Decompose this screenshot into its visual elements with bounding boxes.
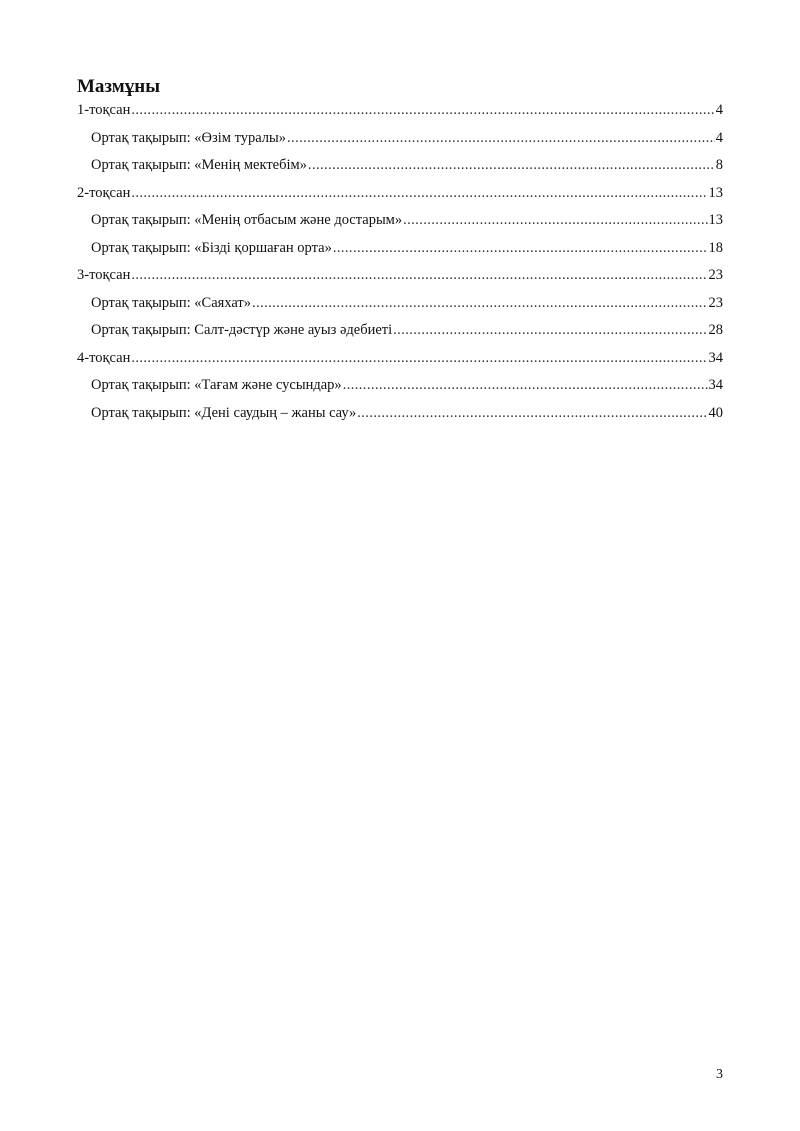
toc-entry-label: 4-тоқсан [77,349,131,366]
dot-leader [131,184,707,202]
toc-entry-page: 28 [708,322,723,338]
toc-entry-page: 23 [708,294,723,311]
toc-entry-page: 40 [708,404,723,421]
toc-entry-label: 2-тоқсан [77,184,131,201]
dot-leader [393,321,707,339]
toc-entry-page: 4 [715,129,723,146]
toc-entry-page: 34 [708,377,723,393]
dot-leader [252,294,707,312]
toc-entry-topic[interactable] [77,156,723,184]
dot-leader [287,129,715,147]
toc-entry-quarter-1[interactable] [77,101,723,129]
toc-entry-label: 1-тоқсан [77,102,131,118]
table-of-contents [77,101,723,431]
toc-entry-page: 23 [708,267,723,283]
dot-leader [131,266,707,284]
toc-entry-label: Ортақ тақырып: «Өзім туралы» [91,129,287,146]
dot-leader [357,404,707,422]
dot-leader [131,101,714,119]
toc-entry-topic[interactable] [77,211,723,239]
toc-entry-page: 4 [715,102,723,118]
toc-entry-topic[interactable] [77,321,723,349]
toc-entry-label: Ортақ тақырып: «Бізді қоршаған орта» [91,239,332,256]
toc-entry-page: 18 [708,239,723,256]
toc-heading: Мазмұны [77,76,161,97]
toc-entry-topic[interactable] [77,294,723,322]
toc-entry-page: 8 [715,157,723,173]
toc-entry-label: Ортақ тақырып: «Менің мектебім» [91,157,307,173]
toc-entry-topic[interactable] [77,376,723,404]
toc-entry-topic[interactable] [77,129,723,157]
toc-entry-page: 13 [708,212,723,228]
toc-entry-topic[interactable] [77,239,723,267]
toc-entry-quarter-3[interactable] [77,266,723,294]
dot-leader [333,239,708,257]
dot-leader [403,211,707,229]
toc-entry-label: 3-тоқсан [77,267,131,283]
dot-leader [308,156,715,174]
toc-entry-label: Ортақ тақырып: «Дені саудың – жаны сау» [91,404,357,421]
toc-entry-label: Ортақ тақырып: «Тағам және сусындар» [91,377,342,393]
page-number: 3 [716,1067,723,1082]
toc-entry-label: Ортақ тақырып: «Менің отбасым және достарым» [91,212,403,228]
toc-entry-page: 34 [708,349,723,366]
toc-entry-topic[interactable] [77,404,723,432]
toc-entry-quarter-2[interactable] [77,184,723,212]
toc-entry-label: Ортақ тақырып: «Саяхат» [91,294,252,311]
dot-leader [131,349,707,367]
dot-leader [343,376,708,394]
toc-entry-quarter-4[interactable] [77,349,723,377]
toc-entry-page: 13 [708,184,723,201]
toc-entry-label: Ортақ тақырып: Салт-дәстүр және ауыз әдебиеті [91,322,393,338]
